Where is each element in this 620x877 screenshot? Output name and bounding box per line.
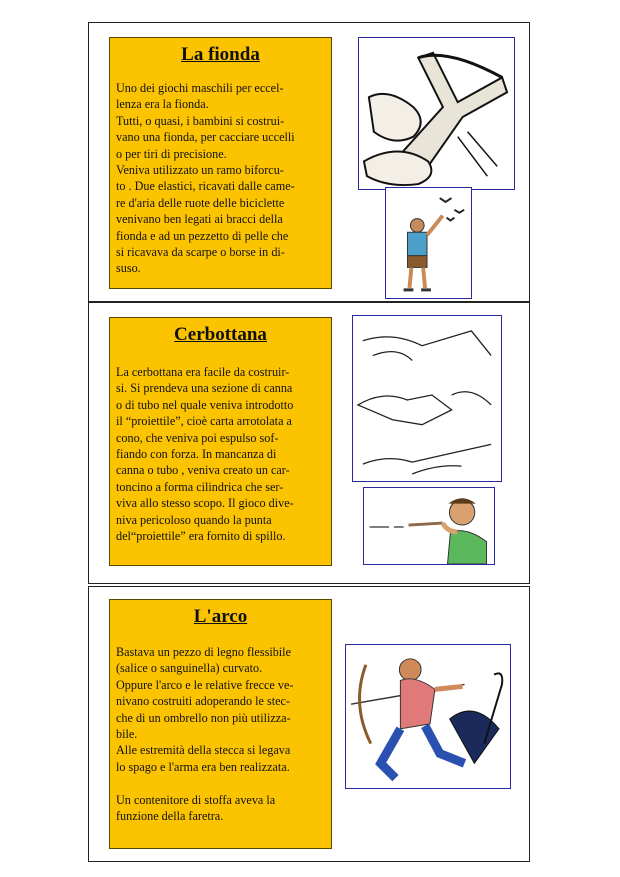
boy-slingshot-illustration bbox=[386, 188, 471, 298]
boy-shooting-birds-drawing bbox=[385, 187, 472, 299]
section-body: La cerbottana era facile da costruir- si. Si prendeva una sezione di canna o di tubo nel quale veniva introdotto il “proiettile”, cioè carta arrotolata a cono, che veniva poi espulso sof- fiando con forza. In mancanza di canna o tubo , veniva creato un car- toncino a forma cilindrica che ser- viva allo stesso scopo. Il gioco dive- niva pericoloso quando la punta del“proiettile” era fornito di spillo. bbox=[116, 365, 294, 544]
section-arco bbox=[88, 586, 530, 862]
cone-folding-illustration bbox=[353, 316, 501, 481]
textbox-arco bbox=[109, 599, 332, 849]
section-fionda bbox=[88, 22, 530, 302]
section-body: Uno dei giochi maschili per eccel- lenza era la fionda. Tutti, o quasi, i bambini si costrui- vano una fionda, per cacciare uccelli o per tiri di precisione. Veniva utilizzato un ramo biforcu- to . Due elastici, ricavati dalle came- re d'aria delle ruote delle biciclette venivano ben legati ai bracci della fionda e ad un pezzetto di pelle che si ricavava da scarpe o borse in di- suso. bbox=[116, 81, 295, 276]
section-title: L'arco bbox=[193, 606, 248, 627]
section-title: Cerbottana bbox=[174, 324, 267, 345]
textbox-fionda bbox=[109, 37, 332, 289]
blowpipe-illustration bbox=[364, 488, 494, 564]
man-with-bow-drawing bbox=[345, 644, 511, 789]
bow-illustration bbox=[346, 645, 510, 788]
section-title: La fionda bbox=[181, 44, 260, 65]
boy-blowpipe-drawing bbox=[363, 487, 495, 565]
section-body: Bastava un pezzo di legno flessibile (salice o sanguinella) curvato. Oppure l'arco e le relative frecce ve- nivano costruiti adoperando le stec- che di un ombrello non più utilizza- bile. Alle estremità della stecca si legava lo spago e l'arma era ben realizzata. Un contenitore di stoffa aveva la funzione della faretra. bbox=[116, 645, 294, 824]
textbox-cerbottana bbox=[109, 317, 332, 566]
section-cerbottana bbox=[88, 302, 530, 584]
paper-cone-folding-drawing bbox=[352, 315, 502, 482]
slingshot-illustration bbox=[359, 38, 514, 189]
slingshot-hand-drawing bbox=[358, 37, 515, 190]
